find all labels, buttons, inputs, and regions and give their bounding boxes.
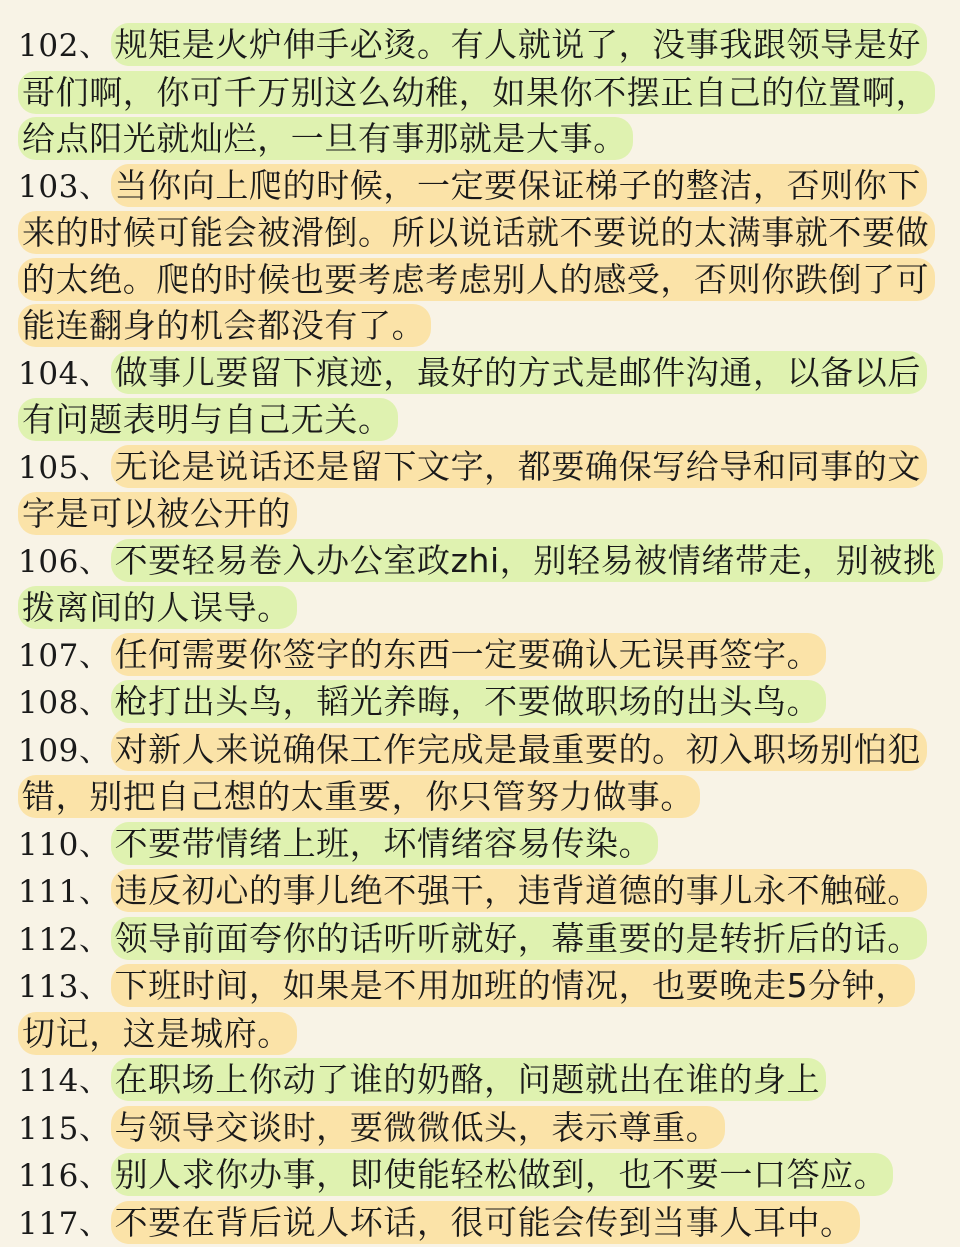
item-text: 不要轻易卷入办公室政zhi，别轻易被情绪带走，别被挑拨离间的人误导。 <box>18 539 943 630</box>
list-item <box>18 1105 942 1153</box>
item-text: 做事儿要留下痕迹，最好的方式是邮件沟通，以备以后有问题表明与自己无关。 <box>18 351 927 442</box>
item-number: 115、 <box>18 1111 111 1147</box>
list-item <box>18 538 942 632</box>
item-number: 111、 <box>18 874 111 910</box>
item-number: 107、 <box>18 638 111 674</box>
item-text: 规矩是火炉伸手必烫。有人就说了，没事我跟领导是好哥们啊，你可千万别这么幼稚，如果你不摆正自己的位置啊，给点阳光就灿烂，一旦有事那就是大事。 <box>18 23 935 160</box>
item-number: 116、 <box>18 1158 111 1194</box>
item-number: 105、 <box>18 450 111 486</box>
list-item <box>18 868 942 916</box>
item-number: 104、 <box>18 356 111 392</box>
item-text: 领导前面夸你的话听听就好，幕重要的是转折后的话。 <box>111 917 927 960</box>
item-number: 117、 <box>18 1206 111 1242</box>
item-number: 113、 <box>18 969 111 1005</box>
list-item <box>18 632 942 680</box>
list-item <box>18 727 942 821</box>
item-text: 当你向上爬的时候，一定要保证梯子的整洁，否则你下来的时候可能会被滑倒。所以说话就不要说的太满事就不要做的太绝。爬的时候也要考虑考虑别人的感受，否则你跌倒了可能连翻身的机会都没有了。 <box>18 164 935 348</box>
list-item <box>18 163 942 350</box>
list-item <box>18 1057 942 1105</box>
item-number: 103、 <box>18 169 111 205</box>
item-number: 108、 <box>18 685 111 721</box>
item-number: 112、 <box>18 922 111 958</box>
item-number: 109、 <box>18 733 111 769</box>
item-text: 任何需要你签字的东西一定要确认无误再签字。 <box>111 633 827 676</box>
item-number: 106、 <box>18 544 111 580</box>
list-item <box>18 916 942 964</box>
item-text: 在职场上你动了谁的奶酪，问题就出在谁的身上 <box>111 1058 827 1101</box>
list-item <box>18 22 942 163</box>
item-number: 114、 <box>18 1063 111 1099</box>
list-item <box>18 679 942 727</box>
item-text: 与领导交谈时，要微微低头，表示尊重。 <box>111 1106 726 1149</box>
list-item <box>18 444 942 538</box>
item-text: 不要在背后说人坏话，很可能会传到当事人耳中。 <box>111 1201 860 1244</box>
list-item <box>18 963 942 1057</box>
item-number: 110、 <box>18 827 111 863</box>
list-item <box>18 821 942 869</box>
item-text: 无论是说话还是留下文字，都要确保写给导和同事的文字是可以被公开的 <box>18 445 927 536</box>
item-text: 枪打出头鸟，韬光养晦，不要做职场的出头鸟。 <box>111 680 827 723</box>
item-text: 别人求你办事，即使能轻松做到，也不要一口答应。 <box>111 1153 894 1196</box>
item-text: 不要带情绪上班，坏情绪容易传染。 <box>111 822 659 865</box>
list-item <box>18 350 942 444</box>
item-text: 对新人来说确保工作完成是最重要的。初入职场别怕犯错，别把自己想的太重要，你只管努力做事。 <box>18 728 927 819</box>
list-item <box>18 1152 942 1200</box>
item-number: 102、 <box>18 28 111 64</box>
item-text: 下班时间，如果是不用加班的情况，也要晚走5分钟，切记，这是城府。 <box>18 964 915 1055</box>
item-text: 违反初心的事儿绝不强干，违背道德的事儿永不触碰。 <box>111 869 927 912</box>
